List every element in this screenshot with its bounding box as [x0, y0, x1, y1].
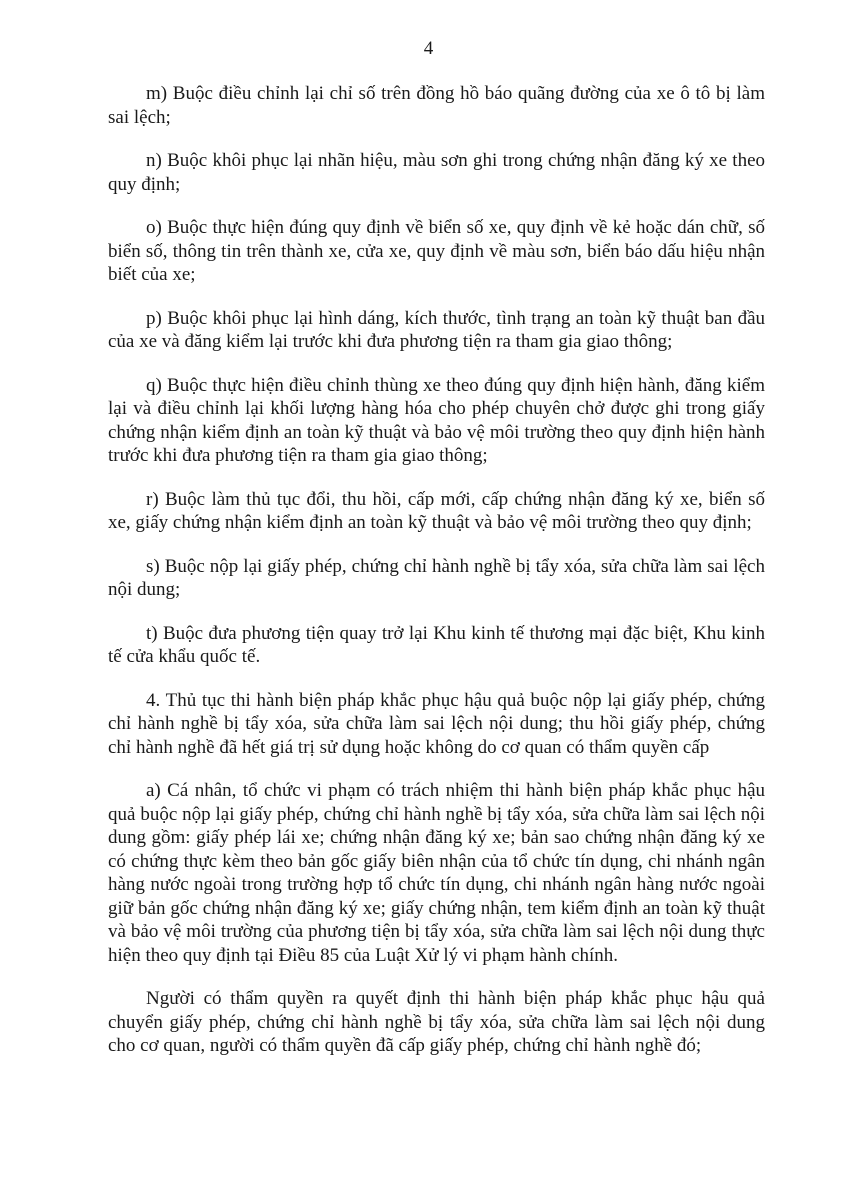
paragraph-o: o) Buộc thực hiện đúng quy định về biển số xe, quy định về kẻ hoặc dán chữ, số biển số, thông tin trên thành xe, cửa xe, quy định về màu sơn, biển báo dấu hiệu nhận biết của xe;	[108, 217, 765, 285]
paragraph-s: s) Buộc nộp lại giấy phép, chứng chỉ hành nghề bị tẩy xóa, sửa chữa làm sai lệch nội dung;	[108, 555, 765, 600]
document-body	[108, 82, 765, 1078]
section-4-heading: 4. Thủ tục thi hành biện pháp khắc phục hậu quả buộc nộp lại giấy phép, chứng chỉ hành nghề bị tẩy xóa, sửa chữa làm sai lệch nội dung; thu hồi giấy phép, chứng chỉ hành nghề đã hết giá trị sử dụng hoặc không do cơ quan có thẩm quyền cấp	[108, 689, 765, 758]
page-number: 4	[423, 38, 434, 59]
paragraph-q: q) Buộc thực hiện điều chỉnh thùng xe theo đúng quy định hiện hành, đăng kiểm lại và điều chỉnh lại khối lượng hàng hóa cho phép chuyên chở được ghi trong giấy chứng nhận kiểm định an toàn kỹ thuật và bảo vệ môi trường theo quy định hiện hành trước khi đưa phương tiện ra tham gia giao thông;	[108, 374, 765, 466]
paragraph-r: r) Buộc làm thủ tục đổi, thu hồi, cấp mới, cấp chứng nhận đăng ký xe, biển số xe, giấy chứng nhận kiểm định an toàn kỹ thuật và bảo vệ môi trường theo quy định;	[108, 488, 765, 533]
paragraph-a: a) Cá nhân, tổ chức vi phạm có trách nhiệm thi hành biện pháp khắc phục hậu quả buộc nộp lại giấy phép, chứng chỉ hành nghề bị tẩy xóa, sửa chữa làm sai lệch nội dung gồm: giấy phép lái xe; chứng nhận đăng ký xe; bản sao chứng nhận đăng ký xe có chứng thực kèm theo bản gốc giấy biên nhận của tổ chức tín dụng, chi nhánh ngân hàng nước ngoài trong trường hợp tổ chức tín dụng, chi nhánh ngân hàng nước ngoài giữ bản gốc chứng nhận đăng ký xe; giấy chứng nhận, tem kiểm định an toàn kỹ thuật và bảo vệ môi trường của phương tiện bị tẩy xóa, sửa chữa làm sai lệch nội dung thực hiện theo quy định tại Điều 85 của Luật Xử lý vi phạm hành chính.	[108, 780, 765, 966]
paragraph-p: p) Buộc khôi phục lại hình dáng, kích thước, tình trạng an toàn kỹ thuật ban đầu của xe và đăng kiểm lại trước khi đưa phương tiện ra tham gia giao thông;	[108, 307, 765, 352]
paragraph-t: t) Buộc đưa phương tiện quay trở lại Khu kinh tế thương mại đặc biệt, Khu kinh tế cửa khẩu quốc tế.	[108, 622, 765, 667]
paragraph-n: n) Buộc khôi phục lại nhãn hiệu, màu sơn ghi trong chứng nhận đăng ký xe theo quy định;	[108, 150, 765, 195]
paragraph-authority: Người có thẩm quyền ra quyết định thi hành biện pháp khắc phục hậu quả chuyển giấy phép, chứng chỉ hành nghề bị tẩy xóa, sửa chữa làm sai lệch nội dung cho cơ quan, người có thẩm quyền đã cấp giấy phép, chứng chỉ hành nghề đó;	[108, 988, 765, 1056]
paragraph-m: m) Buộc điều chỉnh lại chỉ số trên đồng hồ báo quãng đường của xe ô tô bị làm sai lệch;	[108, 83, 765, 128]
